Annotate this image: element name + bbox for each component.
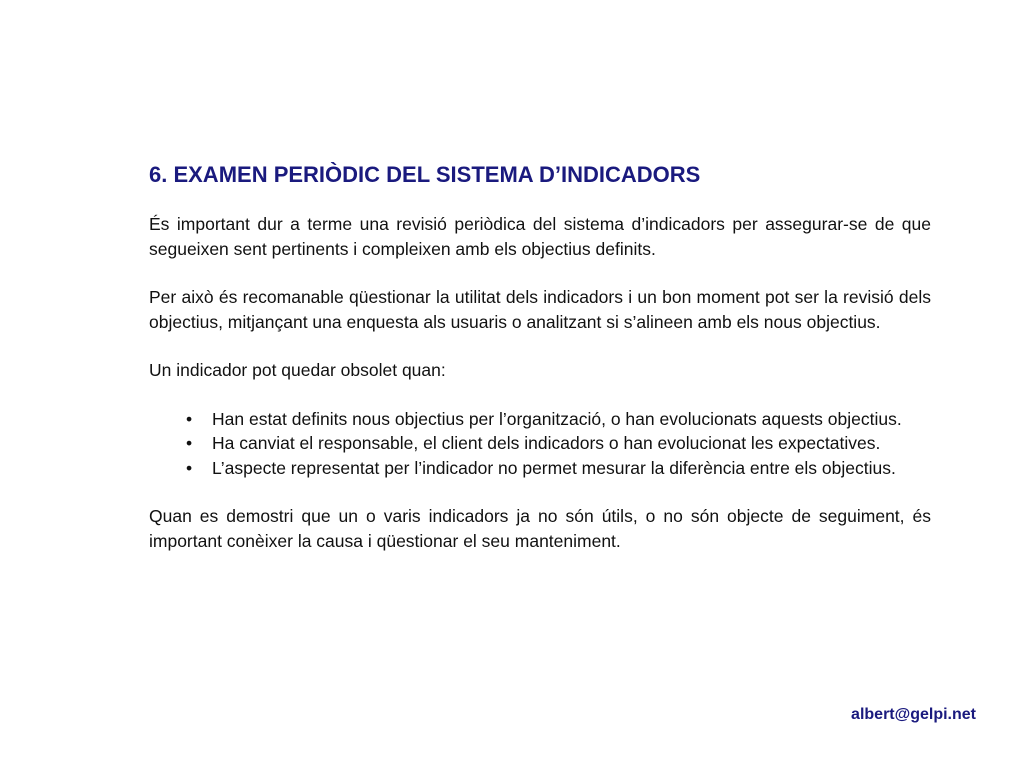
list-item-text: Han estat definits nous objectius per l’organització, o han evolucionats aquests objectius. [212, 408, 902, 429]
paragraph-intro: És important dur a terme una revisió periòdica del sistema d’indicadors per assegurar-se de que segueixen sent pertinents i compleixen amb els objectius definits. [149, 214, 931, 259]
list-item [149, 431, 931, 456]
slide-content [149, 160, 931, 553]
paragraph-closing: Quan es demostri que un o varis indicadors ja no són útils, o no són objecte de seguiment, és important conèixer la causa i qüestionar el seu manteniment. [149, 506, 931, 551]
footer-email: albert@gelpi.net [851, 706, 976, 723]
list-item [149, 407, 931, 432]
paragraph-obsolete-lead: Un indicador pot quedar obsolet quan: [149, 360, 446, 380]
list-item [149, 456, 931, 481]
list-item-text: Ha canviat el responsable, el client dels indicadors o han evolucionat les expectatives. [212, 433, 881, 453]
slide-title: 6. EXAMEN PERIÒDIC DEL SISTEMA D’INDICADORS [149, 162, 701, 187]
bullet-icon: • [186, 433, 193, 453]
bullet-icon: • [186, 457, 193, 478]
paragraph-recommendation: Per això és recomanable qüestionar la utilitat dels indicadors i un bon moment pot ser la revisió dels objectius, mitjançant una enquesta als usuaris o analitzant si s’alineen amb els nous objectius. [149, 287, 931, 332]
bullet-list [149, 407, 931, 481]
list-item-text: L’aspecte representat per l’indicador no permet mesurar la diferència entre els objectius. [212, 457, 896, 478]
bullet-icon: • [186, 408, 193, 429]
